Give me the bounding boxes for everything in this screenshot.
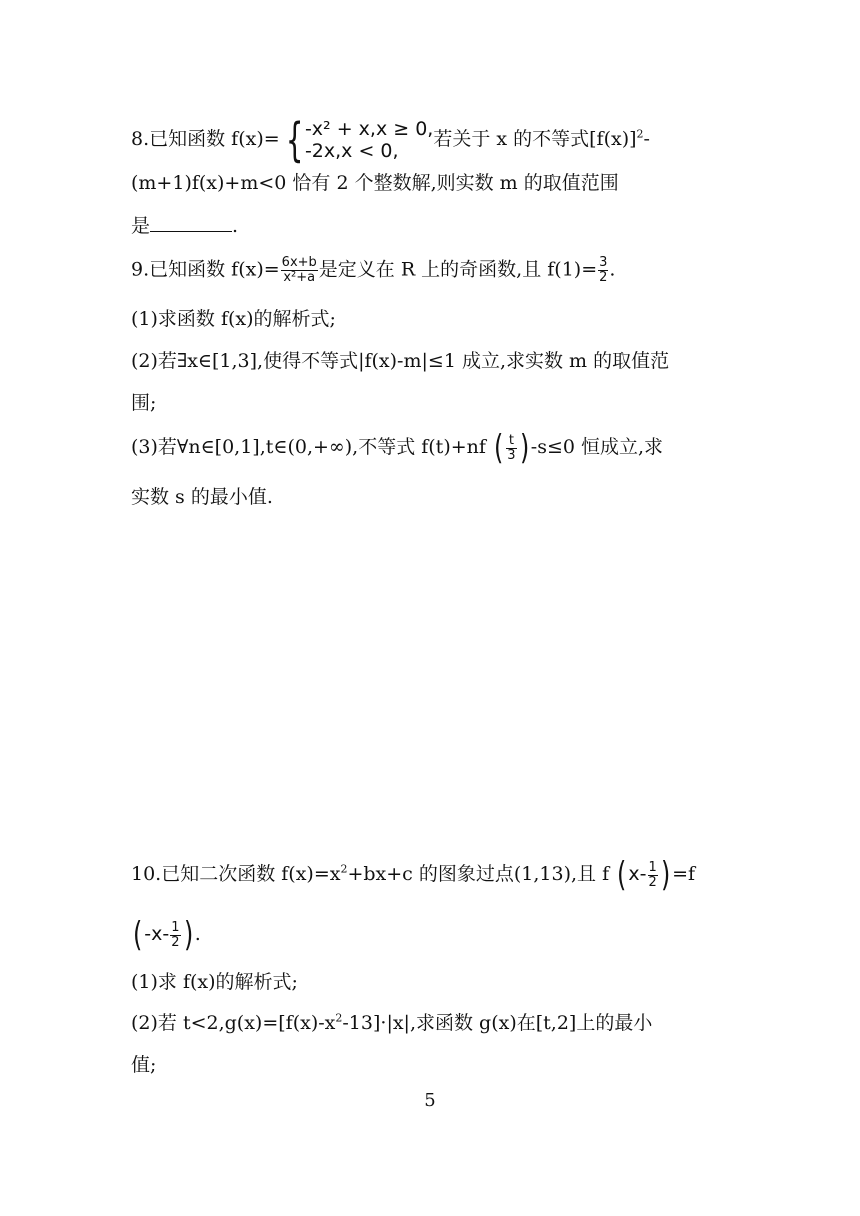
left-paren-icon: ( <box>493 428 504 468</box>
q9-p3-den: 3 <box>507 447 516 463</box>
q9-val-num: 3 <box>599 255 608 270</box>
q8-line3 <box>131 213 238 239</box>
q9-part3-line1 <box>131 428 664 468</box>
q9-p3-pre: (3)若∀n∈[0,1],t∈(0,+∞),不等式 f(t)+nf <box>131 436 492 458</box>
q9-p3-post: -s≤0 恒成立,求 <box>530 436 664 458</box>
q8-line1 <box>131 113 650 167</box>
q9-val-den: 2 <box>599 270 608 285</box>
q9-part3-line2: 实数 s 的最小值. <box>131 486 273 508</box>
q9-value-fraction <box>598 256 608 285</box>
q8-sup: 2 <box>636 127 644 141</box>
left-paren-icon: ( <box>617 855 627 895</box>
right-paren-icon: ) <box>660 855 671 895</box>
q8-piecewise <box>280 113 434 167</box>
q8-line3-post: . <box>232 215 239 237</box>
q8-prefix: 8.已知函数 f(x)= <box>131 128 280 150</box>
q8-cases <box>305 118 433 162</box>
q10-half-fraction-2 <box>170 921 180 950</box>
q9-frac-num: 6x+b <box>281 255 317 270</box>
q10-mid: +bx+c 的图象过点(1,13),且 f <box>347 863 616 885</box>
right-paren-icon: ) <box>183 915 193 955</box>
q10-half-num: 1 <box>648 859 657 875</box>
q10-p2-sup: 2 <box>335 1011 343 1025</box>
q9-mid: 是定义在 R 上的奇函数,且 f(1)= <box>318 258 598 281</box>
right-paren-icon: ) <box>519 428 529 468</box>
q9-part1: (1)求函数 f(x)的解析式; <box>131 308 336 330</box>
q10-end: . <box>194 923 201 945</box>
q9-part2-line2: 围; <box>131 392 157 414</box>
q9-fraction <box>281 256 318 285</box>
q10-sup: 2 <box>340 862 348 876</box>
q10-half-den: 2 <box>648 874 657 890</box>
q10-p2-pre: (2)若 t<2,g(x)=[f(x)-x <box>131 1012 336 1034</box>
q10-arg2-pre: -x- <box>144 923 170 945</box>
q8-case2: -2x,x < 0, <box>304 140 399 162</box>
q8-mid: 若关于 x 的不等式[f(x)] <box>433 128 637 150</box>
q9-p3-fraction <box>506 434 516 463</box>
q8-case1: -x² + x,x ≥ 0, <box>304 118 434 140</box>
q10-half-den-2: 2 <box>171 934 180 950</box>
q9-p3-num: t <box>506 434 516 449</box>
q9-prefix: 9.已知函数 f(x)= <box>131 258 280 281</box>
q10-eq: =f <box>672 863 696 885</box>
q8-tail: - <box>643 128 650 150</box>
q9-line1 <box>131 256 615 285</box>
q9-end: . <box>609 258 616 281</box>
q10-line1 <box>131 855 696 895</box>
q10-p2-post: -13]·|x|,求函数 g(x)在[t,2]上的最小 <box>342 1012 653 1034</box>
q10-arg1-pre: x- <box>628 863 647 885</box>
q10-part2-line2: 值; <box>131 1054 157 1076</box>
q8-line3-pre: 是 <box>131 215 151 237</box>
q8-line2: (m+1)f(x)+m<0 恰有 2 个整数解,则实数 m 的取值范围 <box>131 172 619 194</box>
q10-half-num-2: 1 <box>171 919 180 935</box>
left-paren-icon: ( <box>132 915 143 955</box>
q10-part1: (1)求 f(x)的解析式; <box>131 971 298 993</box>
page-number: 5 <box>424 1090 436 1111</box>
q10-prefix: 10.已知二次函数 f(x)=x <box>131 863 341 885</box>
q10-line2 <box>131 915 201 955</box>
q10-half-fraction <box>648 861 658 890</box>
answer-blank <box>150 213 232 232</box>
left-brace-icon: { <box>285 113 304 167</box>
q9-frac-den: x²+a <box>283 270 316 285</box>
q10-part2-line1 <box>131 1010 652 1036</box>
q9-part2-line1: (2)若∃x∈[1,3],使得不等式|f(x)-m|≤1 成立,求实数 m 的取值范 <box>131 350 670 372</box>
